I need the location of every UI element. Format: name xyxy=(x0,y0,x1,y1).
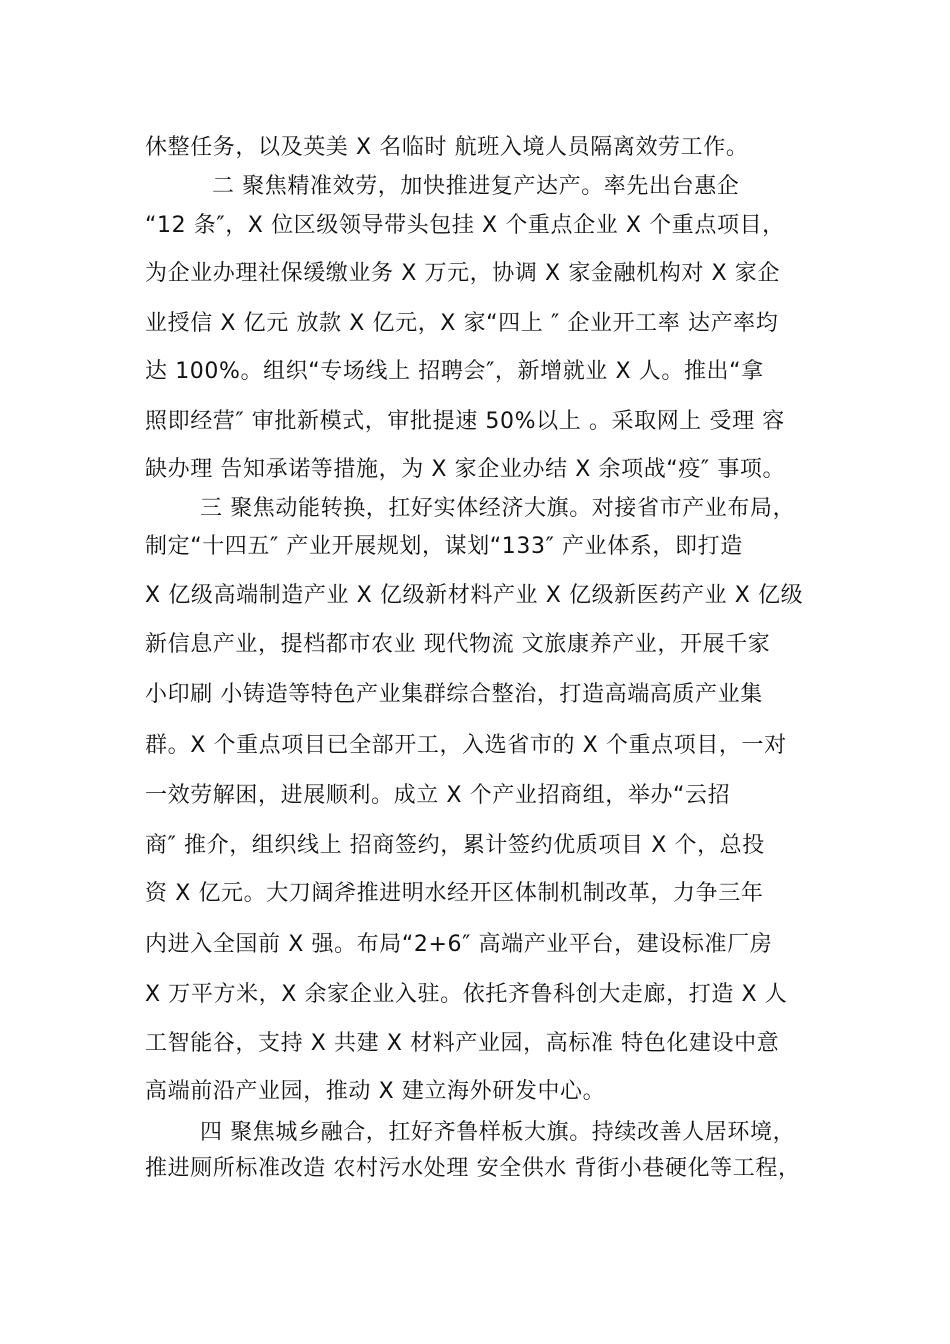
text-line: 一效劳解困，进展顺利。成立 X 个产业招商组，举办“云招 xyxy=(145,783,731,808)
text-line: 四 聚焦城乡融合，扛好齐鲁样板大旗。持续改善人居环境， xyxy=(200,1120,796,1145)
text-line: 业授信 X 亿元 放款 X 亿元，X 家“四上 ″ 企业开工率 达产率均 xyxy=(145,311,779,336)
text-line: 小印刷 小铸造等特色产业集群综合整治，打造高端高质产业集 xyxy=(145,682,763,707)
text-line: 三 聚焦动能转换，扛好实体经济大旗。对接省市产业布局， xyxy=(200,496,796,521)
text-line: 为企业办理社保缓缴业务 X 万元，协调 X 家金融机构对 X 家企 xyxy=(145,261,780,286)
text-line: 群。X 个重点项目已全部开工，入选省市的 X 个重点项目，一对 xyxy=(145,733,787,758)
text-line: 推进厕所标准改造 农村污水处理 安全供水 背街小巷硬化等工程， xyxy=(145,1156,801,1181)
text-line: 工智能谷，支持 X 共建 X 材料产业园，高标准 特色化建设中意 xyxy=(145,1031,780,1056)
text-line: X 万平方米，X 余家企业入驻。依托齐鲁科创大走廊，打造 X 人 xyxy=(145,982,788,1007)
text-line: “12 条″，X 位区级领导带头包挂 X 个重点企业 X 个重点项目， xyxy=(145,213,785,238)
text-line: 照即经营″ 审批新模式，审批提速 50%以上 。采取网上 受理 容 xyxy=(145,409,785,434)
text-line: 休整任务，以及英美 X 名临时 航班入境人员隔离效劳工作。 xyxy=(145,135,749,160)
text-line: 达 100%。组织“专场线上 招聘会″，新增就业 X 人。推出“拿 xyxy=(145,359,764,384)
text-line: 二 聚焦精准效劳，加快推进复产达产。率先出台惠企 xyxy=(212,174,740,199)
text-line: 新信息产业，提档都市农业 现代物流 文旅康养产业，开展千家 xyxy=(145,632,771,657)
text-line: 高端前沿产业园，推动 X 建立海外研发中心。 xyxy=(145,1079,606,1104)
text-line: X 亿级高端制造产业 X 亿级新材料产业 X 亿级新医药产业 X 亿级 xyxy=(145,583,804,608)
text-line: 缺办理 告知承诺等措施，为 X 家企业办结 X 余项战“疫″ 事项。 xyxy=(145,457,786,482)
text-line: 商″ 推介，组织线上 招商签约，累计签约优质项目 X 个，总投 xyxy=(145,833,765,858)
text-line: 资 X 亿元。大刀阔斧推进明水经开区体制机制改革，力争三年 xyxy=(145,881,764,906)
text-line: 内进入全国前 X 强。布局“2+6″ 高端产业平台，建设标准厂房 xyxy=(145,932,773,957)
text-line: 制定“十四五″ 产业开展规划，谋划“133″ 产业体系，即打造 xyxy=(145,534,743,559)
